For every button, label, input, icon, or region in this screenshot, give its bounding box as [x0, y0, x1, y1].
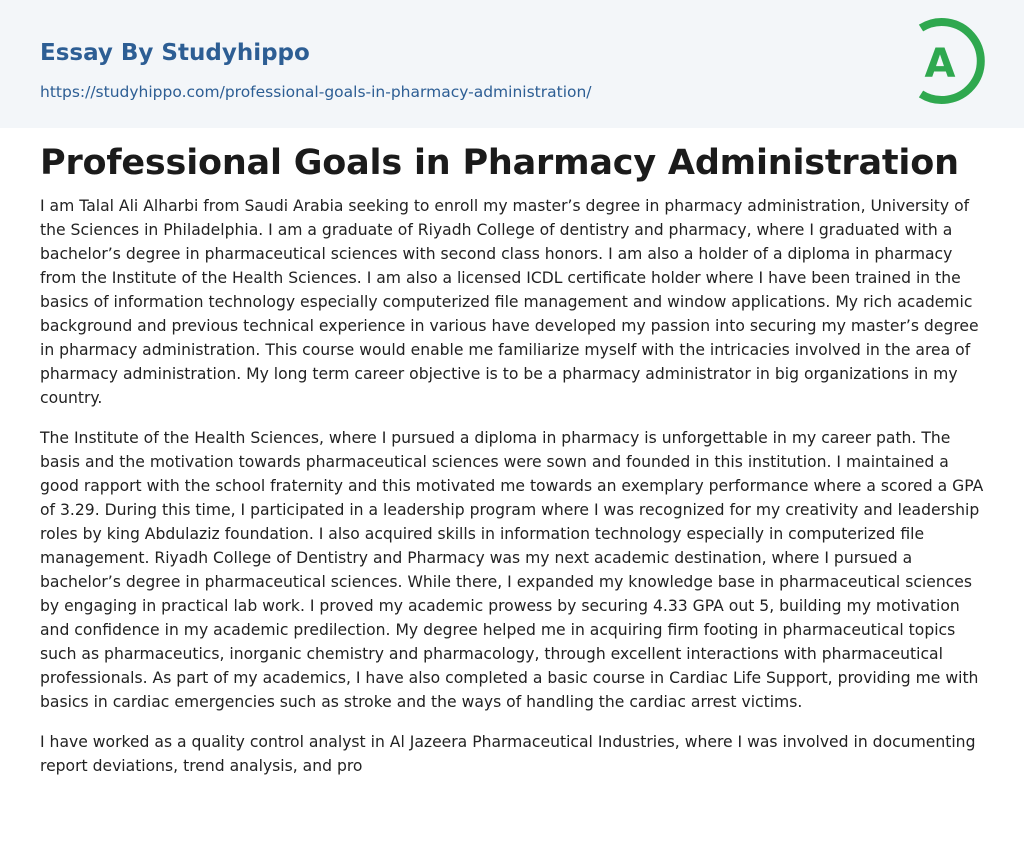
essay-body — [40, 194, 984, 794]
essay-title: Professional Goals in Pharmacy Administration — [40, 143, 959, 183]
essay-paragraph: The Institute of the Health Sciences, where I pursued a diploma in pharmacy is unforgettable in my career path. The basis and the motivation towards pharmaceutical sciences were sown and founded in this institution. I maintained a good rapport with the school fraternity and this motivated me towards an exemplary performance where a scored a GPA of 3.29. During this time, I participated in a leadership program where I was recognized for my creativity and leadership roles by king Abdulaziz foundation. I also acquired skills in information technology especially in computerized file management. Riyadh College of Dentistry and Pharmacy was my next academic destination, where I pursued a bachelor’s degree in pharmaceutical sciences. While there, I expanded my knowledge base in pharmaceutical sciences by engaging in practical lab work. I proved my academic prowess by securing 4.33 GPA out 5, building my motivation and confidence in my academic predilection. My degree helped me in acquiring firm footing in pharmaceutical topics such as pharmaceutics, inorganic chemistry and pharmacology, through excellent interactions with pharmaceutical professionals. As part of my academics, I have also completed a basic course in Cardiac Life Support, providing me with basics in cardiac emergencies such as stroke and the ways of handling the cardiac arrest victims. — [40, 429, 984, 711]
essay-paragraph: I am Talal Ali Alharbi from Saudi Arabia seeking to enroll my master’s degree in pharmacy administration, University of the Sciences in Philadelphia. I am a graduate of Riyadh College of dentistry and pharmacy, where I graduated with a bachelor’s degree in pharmaceutical sciences with second class honors. I am also a holder of a diploma in pharmacy from the Institute of the Health Sciences. I am also a licensed ICDL certificate holder where I have been trained in the basics of information technology especially computerized file management and window applications. My rich academic background and previous technical experience in various have developed my passion into securing my master’s degree in pharmacy administration. This course would enable me familiarize myself with the intricacies involved in the area of pharmacy administration. My long term career objective is to be a pharmacy administrator in big organizations in my country. — [40, 197, 979, 407]
essay-paragraph: I have worked as a quality control analyst in Al Jazeera Pharmaceutical Industries, where I was involved in documenting report deviations, trend analysis, and pro — [40, 733, 976, 775]
site-header — [0, 0, 1024, 128]
brand-title: Essay By Studyhippo — [40, 40, 310, 66]
studyhippo-logo-icon[interactable] — [900, 16, 990, 106]
essay-url-link[interactable]: https://studyhippo.com/professional-goals-in-pharmacy-administration/ — [40, 83, 592, 101]
logo-letter: A — [924, 41, 956, 87]
